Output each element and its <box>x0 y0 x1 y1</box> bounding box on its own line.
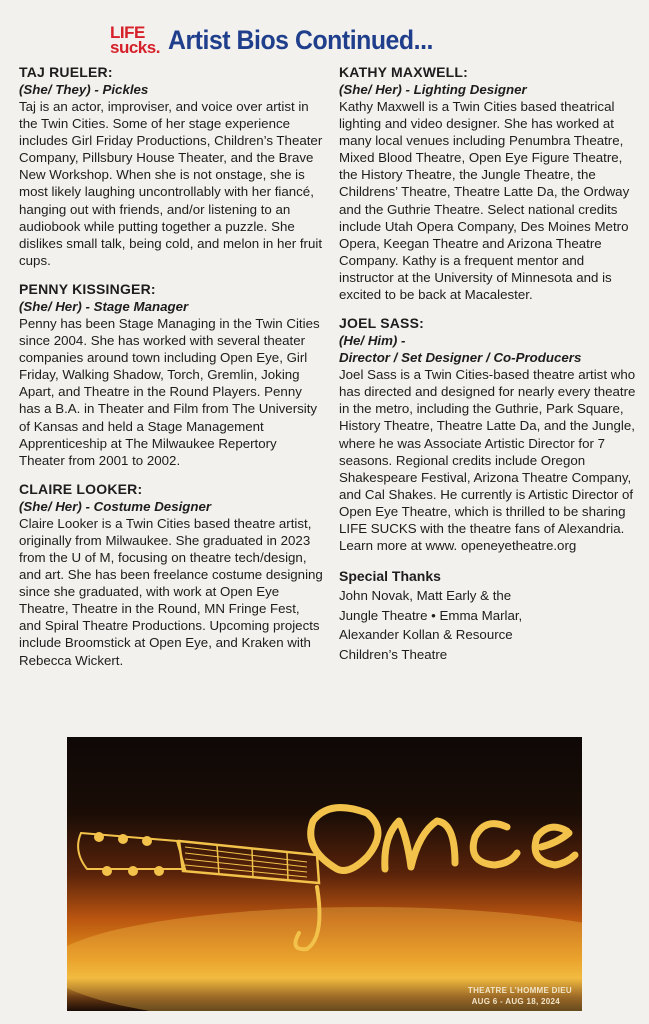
thanks-line: Children’s Theatre <box>339 646 448 662</box>
special-thanks-body <box>339 586 639 664</box>
bio-name: PENNY KISSINGER: <box>19 280 156 297</box>
thanks-line: Jungle Theatre • Emma Marlar, <box>339 607 523 623</box>
once-guitar-artwork <box>67 737 582 1011</box>
bio-text: Joel Sass is a Twin Cities-based theatre artist who has directed and designed for nearly every theatre in the metro, including the Guthrie, Park Square, History Theatre, Theatre Latte Da, and the Jungle, where he was Associate Artistic Director for 7 seasons. Regional credits include Oregon Shakespeare Festival, Arizona Theatre Company, and Cal Shakes. He currently is Artistic Director of Open Eye Theatre, which is thrilled to be sharing LIFE SUCKS with the theatre fans of Alexandria. Learn more at www. openeyetheatre.org <box>339 367 636 554</box>
bio-name: TAJ RUELER: <box>19 64 113 80</box>
thanks-line: John Novak, Matt Early & the <box>339 588 512 604</box>
special-thanks-title: Special Thanks <box>339 568 441 585</box>
horizon-glow <box>67 907 582 1011</box>
bio-role: (She/ Her) - Stage Manager <box>19 298 189 314</box>
right-column <box>339 64 639 664</box>
bio-claire-looker <box>19 481 324 669</box>
special-thanks <box>339 566 639 664</box>
poster-dates: AUG 6 - AUG 18, 2024 <box>471 997 560 1006</box>
guitar-headstock-icon <box>78 833 319 883</box>
bio-name: CLAIRE LOOKER: <box>19 480 143 497</box>
bio-name: KATHY MAXWELL: <box>339 64 469 80</box>
bio-text: Claire Looker is a Twin Cities based theatre artist, originally from Milwaukee. She graduated in 2023 from the U of M, focusing on theatre tech/design, and art. She has been freelance costume designing since she graduated, with work at Open Eye Theatre, Theatre in the Round, MN Fringe Fest, and Spiral Theatre Productions. Upcoming projects include Broomstick at Open Eye, and Kraken with Rebecca Wickert. <box>19 515 323 668</box>
bio-role-line-1: (He/ Him) - <box>339 333 406 349</box>
logo-line-1: LIFE <box>110 22 145 42</box>
bio-name: JOEL SASS: <box>339 315 424 332</box>
bio-penny-kissinger <box>19 281 324 469</box>
bio-text: Kathy Maxwell is a Twin Cities based theatrical lighting and video designer. She has worked at many local venues including Penumbra Theatre, Mixed Blood Theatre, Open Eye Figure Theatre, the History Theatre, the Jungle Theatre, the Childrens’ Theatre, Theatre Latte Da, the Ordway and the Guthrie Theatre. Select national credits include Utah Opera Company, Des Moines Metro Opera, Keegan Theatre and Arizona Theatre Company. Kathy is a frequent mentor and instructor at the University of Minnesota and is excited to be back at Macalester. <box>339 99 630 303</box>
left-column <box>19 64 324 681</box>
life-sucks-logo <box>110 22 160 57</box>
bio-text: Penny has been Stage Managing in the Twin Cities since 2004. She has worked with several theater companies around town including Open Eye, Girl Friday, Walking Shadow, Torch, Gremlin, Joking Apart, and Theatre in the Round Players. Penny has a B.A. in Theater and Film from The University of Kansas and held a Stage Management Apprenticeship at The Milwaukee Repertory Theater from 2001 to 2002. <box>19 315 320 468</box>
bio-text: Taj is an actor, improviser, and voice over artist in the Twin Cities. Some of her stage experience includes Girl Friday Productions, Children’s Theater Company, Pillsbury House Theater, and the Brave New Workshop. When she is not onstage, she is most likely laughing uncontrollably with her fiancé, hanging out with friends, and/or listening to an audiobook while putting together a puzzle. She dislikes small talk, being cold, and melon in her fruit cups. <box>19 99 323 268</box>
bio-kathy-maxwell <box>339 64 639 303</box>
once-poster <box>67 737 582 1011</box>
bio-role: (She/ They) - Pickles <box>19 82 149 97</box>
logo-line-2: sucks. <box>110 38 160 57</box>
poster-venue: THEATRE L’HOMME DIEU <box>467 986 572 995</box>
thanks-line: Alexander Kollan & Resource <box>339 627 513 643</box>
bio-role-line-2: Director / Set Designer / Co-Producers <box>339 350 582 366</box>
page-header <box>110 18 530 62</box>
bio-role: (She/ Her) - Costume Designer <box>19 498 212 514</box>
bio-role: (She/ Her) - Lighting Designer <box>339 82 527 97</box>
bio-joel-sass <box>339 315 639 554</box>
bio-taj-rueler <box>19 64 324 269</box>
page-title: Artist Bios Continued... <box>167 24 433 55</box>
